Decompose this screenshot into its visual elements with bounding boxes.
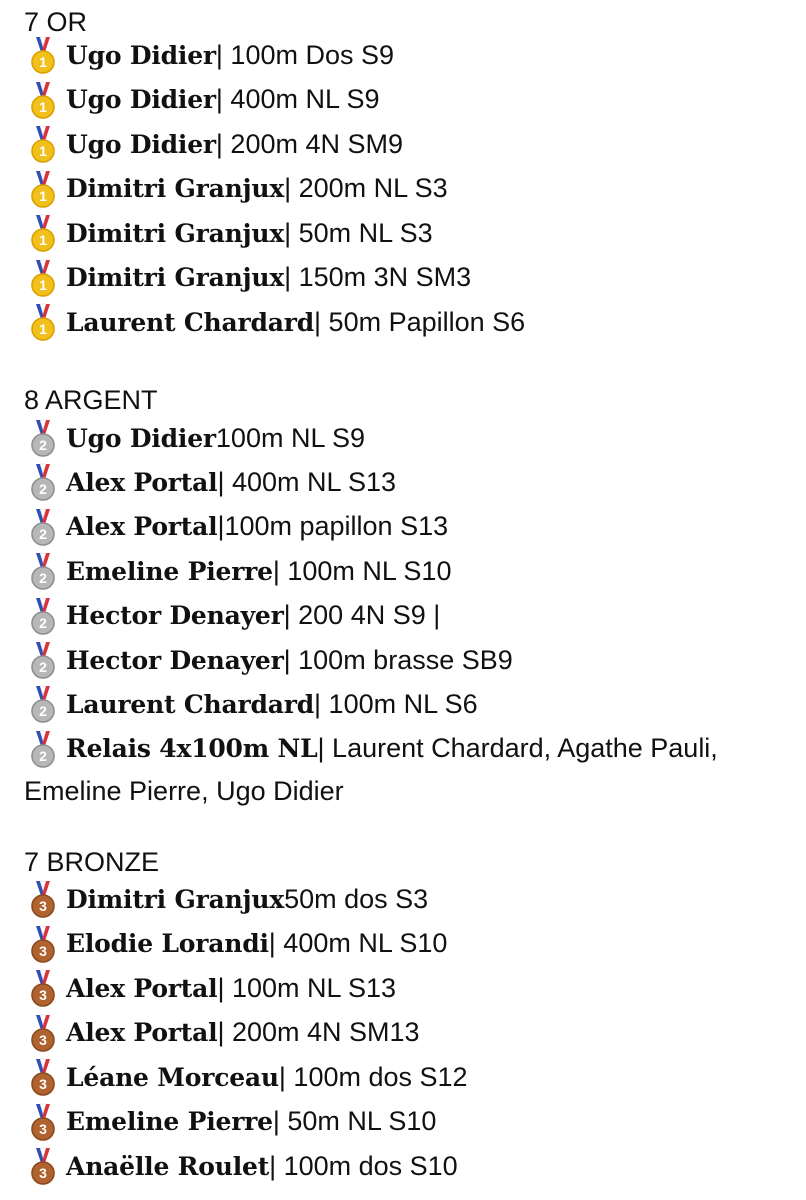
svg-text:3: 3	[39, 1076, 47, 1092]
medal-icon	[30, 1146, 56, 1186]
athlete-name: Emeline Pierre	[66, 1107, 273, 1136]
silver-section-title: 8 ARGENT	[24, 385, 158, 415]
athlete-name: Elodie Lorandi	[66, 929, 269, 958]
medal-icon	[30, 80, 56, 120]
svg-text:1: 1	[39, 54, 47, 70]
silver-medal-row	[30, 729, 718, 769]
svg-text:2: 2	[39, 614, 47, 631]
svg-text:1: 1	[39, 143, 47, 159]
athlete-name: Hector Denayer	[66, 601, 284, 631]
svg-text:2: 2	[39, 703, 47, 720]
bronze-medal-row	[30, 1013, 420, 1053]
bronze-medal-row	[30, 968, 396, 1008]
athlete-name: Alex Portal	[66, 512, 218, 542]
event-description: | 100m NL S13	[217, 972, 397, 1003]
silver-medal-row	[30, 640, 513, 680]
medal-icon	[30, 258, 56, 298]
medal-icon	[30, 596, 56, 636]
event-description: 100m NL S9	[215, 422, 365, 453]
svg-text:3: 3	[39, 942, 47, 959]
athlete-name: Dimitri Granjux	[66, 884, 285, 914]
bronze-medal-row	[30, 879, 428, 919]
bronze-medal-row	[30, 1102, 436, 1142]
svg-text:2: 2	[39, 570, 47, 587]
athlete-name: Alex Portal	[66, 1018, 218, 1047]
medal-icon	[30, 968, 56, 1008]
event-description: | 100m NL S10	[272, 555, 452, 586]
gold-medal-row	[30, 258, 471, 298]
medal-icon	[30, 124, 56, 164]
svg-text:1: 1	[39, 98, 47, 115]
athlete-name: Dimitri Granjux	[66, 218, 285, 248]
silver-medal-row	[30, 418, 365, 458]
svg-text:2: 2	[39, 481, 47, 498]
svg-text:3: 3	[39, 987, 47, 1003]
svg-text:1: 1	[39, 187, 47, 204]
athlete-name: Laurent Chardard	[66, 689, 315, 719]
medal-icon	[30, 924, 56, 964]
svg-text:3: 3	[39, 1165, 47, 1181]
event-description: | 50m NL S3	[284, 217, 433, 248]
svg-text:1: 1	[39, 232, 47, 248]
gold-medal-row	[30, 302, 525, 342]
medal-icon	[30, 729, 56, 769]
medal-icon	[30, 302, 56, 342]
athlete-name: Ugo Didier	[66, 423, 216, 453]
event-description: 50m dos S3	[284, 883, 429, 914]
event-description: | 50m NL S10	[272, 1106, 437, 1136]
silver-medal-row	[30, 507, 448, 547]
gold-medal-row	[30, 80, 380, 120]
medal-icon	[30, 418, 56, 458]
medal-icon	[30, 169, 56, 209]
medal-icon	[30, 1102, 56, 1142]
event-description: | 50m Papillon S6	[314, 306, 526, 337]
athlete-name: Léane Morceau	[66, 1062, 279, 1092]
athlete-name: Relais 4x100m NL	[66, 734, 318, 764]
svg-text:2: 2	[39, 747, 47, 764]
gold-medal-row	[30, 213, 433, 253]
athlete-name: Emeline Pierre	[66, 556, 273, 586]
svg-text:3: 3	[39, 898, 47, 914]
medal-icon	[30, 1013, 56, 1053]
medal-icon	[30, 213, 56, 253]
event-description: |100m papillon S13	[217, 511, 449, 542]
event-description: | 200m 4N SM13	[217, 1017, 420, 1047]
event-description: | 400m NL S10	[268, 928, 448, 958]
svg-text:3: 3	[39, 1031, 47, 1048]
athlete-name: Anaëlle Roulet	[66, 1151, 270, 1181]
event-description: | Laurent Chardard, Agathe Pauli,	[317, 733, 718, 764]
event-description: | 200m NL S3	[284, 173, 448, 203]
svg-text:1: 1	[39, 321, 47, 337]
medal-icon	[30, 507, 56, 547]
medal-icon	[30, 684, 56, 724]
medal-icon	[30, 462, 56, 502]
athlete-name: Ugo Didier	[66, 85, 216, 114]
event-description: | 100m NL S6	[314, 688, 478, 719]
medal-icon	[30, 551, 56, 591]
silver-medal-row	[30, 462, 396, 502]
athlete-name: Laurent Chardard	[66, 307, 315, 337]
athlete-name: Hector Denayer	[66, 645, 284, 675]
event-description: | 100m dos S12	[278, 1061, 468, 1092]
svg-text:2: 2	[39, 437, 47, 453]
athlete-name: Alex Portal	[66, 467, 218, 497]
svg-text:1: 1	[39, 276, 47, 293]
event-description: | 200m 4N SM9	[215, 128, 403, 159]
silver-medal-row	[30, 596, 440, 636]
athlete-name: Alex Portal	[66, 973, 218, 1003]
medal-icon	[30, 640, 56, 680]
bronze-medal-row	[30, 924, 447, 964]
gold-medal-row	[30, 35, 394, 75]
event-description: | 100m dos S10	[269, 1150, 458, 1181]
medal-icon	[30, 879, 56, 919]
event-description: | 200 4N S9 |	[283, 600, 441, 631]
bronze-section-title: 7 BRONZE	[24, 847, 160, 877]
athlete-name: Dimitri Granjux	[66, 263, 285, 292]
bronze-medal-row	[30, 1146, 458, 1186]
gold-medal-row	[30, 169, 448, 209]
bronze-medal-row	[30, 1057, 468, 1097]
event-description: | 150m 3N SM3	[284, 262, 472, 292]
medal-icon	[30, 35, 56, 75]
svg-text:2: 2	[39, 659, 47, 675]
silver-medal-row	[30, 684, 478, 724]
medal-icon	[30, 1057, 56, 1097]
event-description: | 100m Dos S9	[215, 39, 395, 70]
athlete-name: Ugo Didier	[66, 40, 216, 70]
gold-medal-row	[30, 124, 403, 164]
silver-medal-row	[30, 551, 451, 591]
event-description: | 100m brasse SB9	[283, 644, 513, 675]
event-description: | 400m NL S9	[215, 84, 380, 114]
svg-text:2: 2	[39, 525, 47, 542]
gold-section-title: 7 OR	[24, 7, 88, 37]
event-description: | 400m NL S13	[217, 466, 397, 497]
svg-text:3: 3	[39, 1120, 47, 1137]
athlete-name: Dimitri Granjux	[66, 174, 285, 203]
athlete-name: Ugo Didier	[66, 129, 216, 159]
relay-continuation-text: Emeline Pierre, Ugo Didier	[24, 775, 344, 806]
